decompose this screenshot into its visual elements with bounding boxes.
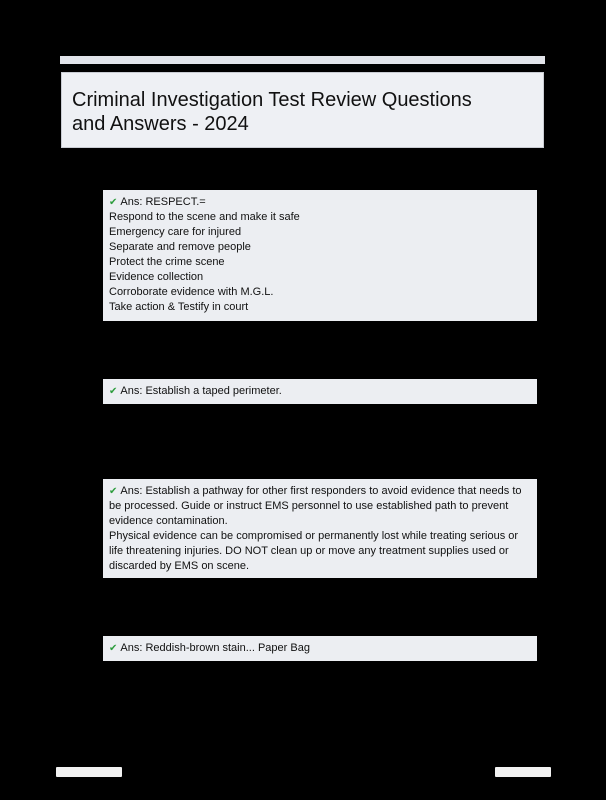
answer-box [103,379,537,404]
answer-line: Respond to the scene and make it safe [109,211,300,223]
check-icon: ✔ [109,643,118,654]
header-divider [60,56,545,64]
page-title: Criminal Investigation Test Review Questions and Answers - 2024 [72,89,472,135]
answer-paragraph: Physical evidence can be compromised or permanently lost while treating serious or life threatening injuries. DO NOT clean up or move any treatment supplies used or discarded by EMS on scene. [109,530,519,572]
answer-line: Evidence collection [109,271,204,283]
check-icon: ✔ [109,386,118,397]
answer-line: Corroborate evidence with M.G.L. [109,286,274,298]
answer-line: Emergency care for injured [109,226,242,238]
answer-line: Separate and remove people [109,241,251,253]
answer-line: ✔ Ans: Establish a taped perimeter. [109,385,282,397]
answer-line: Take action & Testify in court [109,301,249,313]
answer-box [103,479,537,578]
answer-line: ✔ Ans: RESPECT.= [109,196,206,208]
answer-box [103,636,537,661]
check-icon: ✔ [109,486,118,497]
answer-paragraph: ✔ Ans: Establish a pathway for other first responders to avoid evidence that needs to be processed. Guide or instruct EMS personnel to use established path to prevent evidence contamination. [109,485,522,527]
answer-line: Protect the crime scene [109,256,225,268]
title-box [61,72,544,148]
answer-box [103,190,537,321]
footer-right-smudge [495,767,551,777]
check-icon: ✔ [109,197,118,208]
footer-left-smudge [56,767,122,777]
answer-line: ✔ Ans: Reddish-brown stain... Paper Bag [109,642,310,654]
